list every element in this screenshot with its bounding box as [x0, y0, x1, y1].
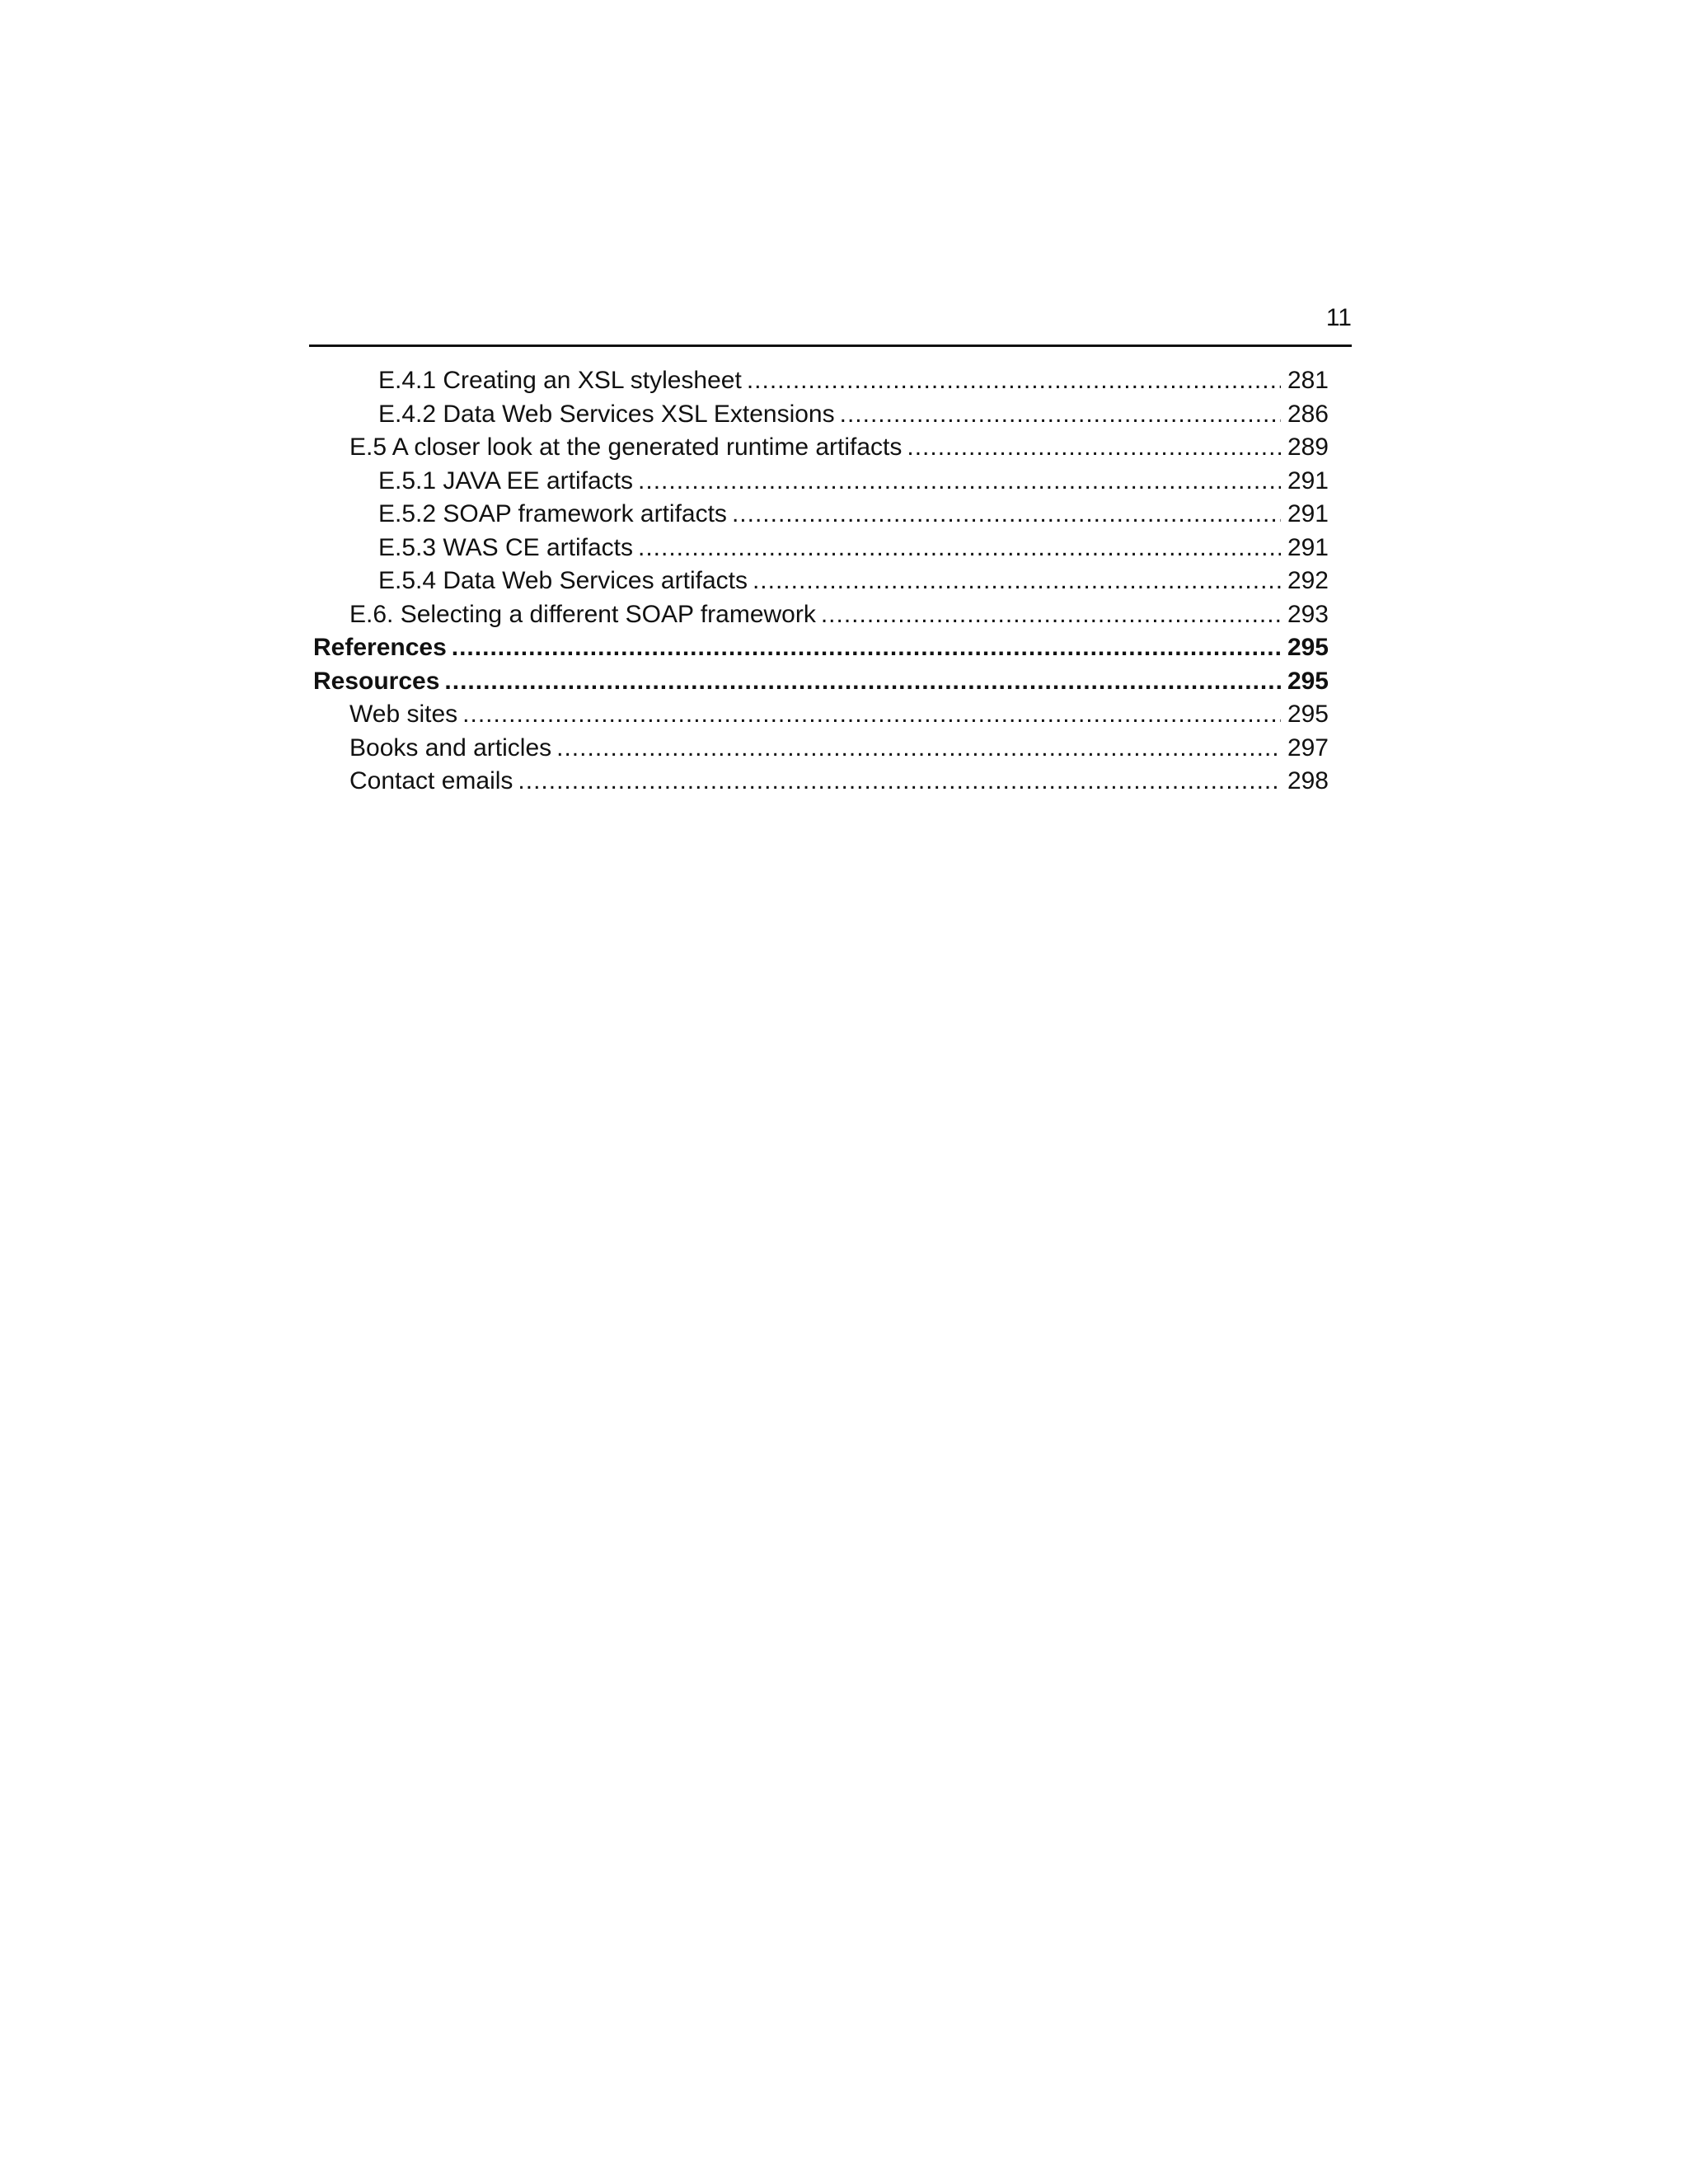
toc-entry[interactable]	[313, 665, 1329, 699]
toc-entry-page-number: 291	[1287, 533, 1329, 561]
toc-entry-title: Resources	[313, 667, 440, 695]
toc-entry[interactable]	[313, 631, 1329, 665]
toc-entry-page-number: 291	[1287, 500, 1329, 527]
toc-entry-page-number: 295	[1287, 701, 1329, 728]
toc-entry[interactable]	[313, 498, 1329, 532]
toc-entry-title: E.5.3 WAS CE artifacts	[378, 533, 633, 561]
toc-entry[interactable]	[313, 598, 1329, 632]
toc-entry[interactable]	[313, 732, 1329, 766]
toc-entry-page-number: 295	[1287, 634, 1329, 661]
toc-entry-page-number: 293	[1287, 600, 1329, 628]
toc-dot-leader	[638, 532, 1281, 565]
toc-dot-leader	[556, 732, 1281, 766]
toc-entry-page-number: 286	[1287, 400, 1329, 428]
toc-entry-title: References	[313, 634, 447, 661]
toc-entry-page-number: 281	[1287, 367, 1329, 394]
toc-entry-title: Web sites	[349, 701, 458, 728]
toc-entry[interactable]	[313, 398, 1329, 432]
toc-dot-leader	[518, 765, 1281, 799]
toc-entry[interactable]	[313, 364, 1329, 398]
toc-entry[interactable]	[313, 532, 1329, 565]
toc-entry-title: E.5.2 SOAP framework artifacts	[378, 500, 727, 527]
toc-entry-page-number: 289	[1287, 434, 1329, 461]
toc-entry-page-number: 295	[1287, 667, 1329, 695]
toc-entry-title: E.4.1 Creating an XSL stylesheet	[378, 367, 742, 394]
toc-entry[interactable]	[313, 565, 1329, 598]
toc-entry-title: Books and articles	[349, 733, 552, 762]
toc-entry-page-number: 291	[1287, 466, 1329, 494]
toc-dot-leader	[462, 698, 1281, 732]
toc-entry[interactable]	[313, 431, 1329, 465]
toc-entry-title: Contact emails	[349, 767, 513, 794]
toc-entry-page-number: 298	[1287, 767, 1329, 794]
table-of-contents	[313, 364, 1329, 799]
toc-entry-title: E.5 A closer look at the generated runtime artifacts	[349, 434, 903, 461]
toc-entry-page-number: 292	[1287, 567, 1329, 594]
toc-entry[interactable]	[313, 765, 1329, 799]
toc-dot-leader	[452, 631, 1281, 665]
toc-entry-title: E.5.4 Data Web Services artifacts	[378, 567, 748, 594]
toc-dot-leader	[747, 364, 1281, 398]
toc-entry-title: E.6. Selecting a different SOAP framework	[349, 600, 816, 628]
toc-dot-leader	[907, 431, 1281, 465]
toc-entry-page-number: 297	[1287, 733, 1329, 762]
toc-dot-leader	[638, 465, 1281, 499]
toc-entry[interactable]	[313, 465, 1329, 499]
toc-entry[interactable]	[313, 698, 1329, 732]
toc-dot-leader	[753, 565, 1281, 598]
toc-dot-leader	[821, 598, 1281, 632]
toc-entry-title: E.5.1 JAVA EE artifacts	[378, 466, 634, 494]
toc-dot-leader	[840, 398, 1281, 432]
toc-dot-leader	[444, 665, 1281, 699]
toc-dot-leader	[732, 498, 1281, 532]
header-rule	[309, 344, 1352, 347]
page-number: 11	[1325, 304, 1352, 331]
toc-entry-title: E.4.2 Data Web Services XSL Extensions	[378, 400, 835, 428]
